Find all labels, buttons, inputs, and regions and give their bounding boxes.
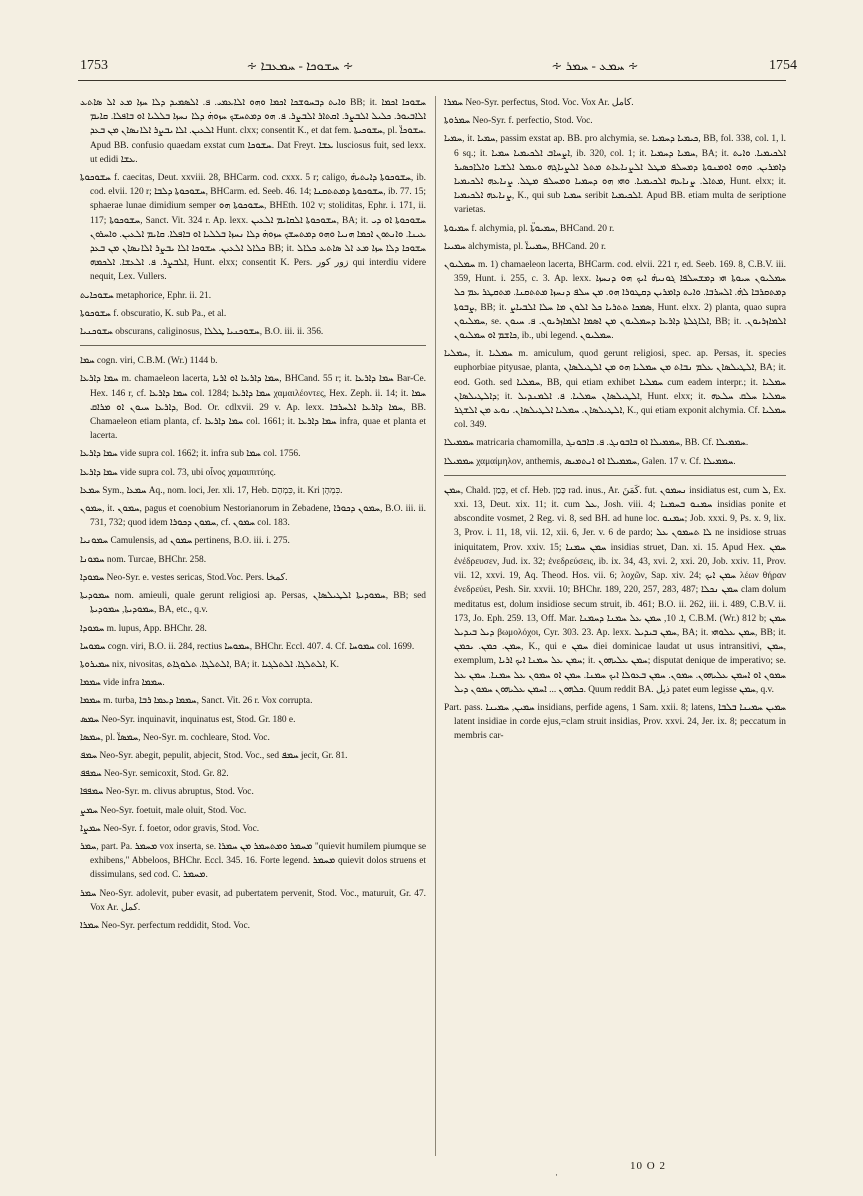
dictionary-entry: ܚܡܘܢ, it. ܚܡܘܢ, pagus et coenobium Nestorianorum in Zebadene, ܚܡܘܢ ܕܟܘܪܐ, B.O. iii. ii. 731, 732; quod idem ܚܡܘܢ ܕܟܘܪܐ, cf. ܚܡܘܢ col. 183. bbox=[80, 504, 426, 529]
dictionary-entry: ܚܡܨ Neo-Syr. foetuit, male oluit, Stod. Voc. bbox=[80, 805, 247, 816]
dictionary-entry: ܚܡܨܐ Neo-Syr. f. foetor, odor gravis, Stod. Voc. bbox=[80, 823, 260, 834]
dictionary-entry: ܚܡܘܢܝܐ Camulensis, ad ܚܡܘܢ pertinens, B.O. iii. i. 275. bbox=[80, 536, 290, 547]
dictionary-entry: ܚܡܪ, part. Pa. ܡܚܡܪ vox inserta, se. ܡܚܡܪ ܘܡܬܚܡܪ ܡܢ ܚܡܪܐ "quievit humilem piumque se exhibens," Abbeloos, BHChr. Eccl. 345. 16. Forte legend. ܡܚܡܪ quievit dolos struens et dissimulans, sed cod. C. ܡܚܡܪ. bbox=[80, 841, 426, 881]
running-head-left: ∻ ܚܫܘܟܐ - ܚܡܥܒܐ ∻ bbox=[246, 58, 354, 73]
dictionary-entry: ܚܡܪܐ Neo-Syr. perfectus, Stod. Voc. Vox Ar. كامل. bbox=[444, 98, 634, 108]
dictionary-entry: ܚܡܠܝܘܢ m. 1) chamaeleon lacerta, BHCarm. cod. elvii. 221 r, ed. Seeb. 169. 8, C.B.V. iii. 359, Hunt. i. 255, c. 3. Ap. lexx. ܚܡܠܝܘܢ ܚܝܘܬܐ ܗܝ ܕܡܫܚܠܦܐ ܓܘܢܝܗ̇ ܐܝܟ ܗܘ ܕܢܚܙܐ ܕܡܬܩܪܒܐ ܠܗ̇. ܐܠܚܪܒܐ. ܘܐܝܬ ܕܐܡܪܝܢ ܕܩܛܘܪܐ ܗܘ. ܡܢ ܚܠܦ ܕܢܚܙܐ ܡܬܬܩܢܐ. ܡܬܩܛܪ ܥܡ ܟܠ ܨܒܘܬܐ, BB; it. ܣܡܟܐ ܬܬܪܝܐ ܟܠ ܐܠܘܢ ܡܐ ܚܠܐ ܐܠܒܝܐܨ, Hunt. elxx. 2) planta, quao supra ܚܡܠܝܘܢ, se. ܐܠܐܓܠܬܐ ܕܐܪܥܐ ܕܚܡܠܝܘܢ ܡܢ ܐܣܡܐ ܐܠܡܐܙܪܝܘܢ. ܦ. ܚܝܘܢ, BB; it. ܐܠܡܐܙܪܝܘܢ. ܟܐܫܡ ܐܘ ܚܡܠܝܘܢ, ib., ubi legend. ܚܡܠܝܘܢ. bbox=[444, 260, 786, 342]
dictionary-entry: ܚܡܦܦܐ Neo-Syr. m. clivus abruptus, Stod. Voc. bbox=[80, 787, 254, 798]
dictionary-entry: ܚܡܐ ܕܐܪܥܐ vide supra col. 1662; it. infra sub ܚܡܐ col. 1756. bbox=[80, 449, 301, 460]
dictionary-entry: ܚܡܐ cogn. viri, C.B.M. (Wr.) 1144 b. bbox=[80, 356, 218, 367]
running-head-right: ∻ ܚܡܥ - ܚܡܪ ∻ bbox=[551, 58, 639, 73]
dictionary-entry: ܚܡܘܕܝܬܐ nom. amieuli, quale gerunt religiosi ap. Persas, ܚܡܘܕܝܬܐ ܐܠܛܝܠܣܐܢ, BB; sed ܚܡܘܕܝܬܐ, ܚܡܘܕܝܬܐ, BA, etc., q.v. bbox=[80, 591, 426, 616]
dictionary-entry: ܘܐܝܬ ܕܒܚܘܫܟܐ ܐܟܡܐ ܘܗܘ ܐܠܐܥܡܝ. ܦ. ܐܠܣܡܝܕ ܕܠܐ ܚܙܐ ܡܥ ܐܠ ܣܐܬܥ BB; it. ܚܫܘܟܐ ܐܟܡܐ ܐܠܐܒܝܘܪ. ܟܠܝܠ ܐܠܒܨܪ. ܐܩܬܐܪ ܐܠܒܨܪ. ܦ. ܗܘ ܕܡܬܚܫܟ ܚܙܘܗ̇ ܕܠܐ ܢܚܙܐ ܒܠܠܝܐ ܐܘ ܒܐܦܠܐ. ܩܐܝܡ ܐܠܥܝܢ. ܐܠܐ ܝܒܨܪ ܐܠܐܢܣܐܢ ܡܢ ܒܥܕ Hunt. clxx; consentit K., et dat fem. ܚܫܘܟܝܬܐ, pl. ܚܫܘܟܐ̈. Apud BB. confusio quaedam exstat cum ܚܫܘܟܐ. Dat Freyt. ܥܫܐ lusciosus fuit, sed lexx. ut edidi ܥܫܐ. bbox=[80, 98, 426, 165]
dictionary-entry: ܚܡܥܐ Sym., ܚܡܥܐ Aq., nom. loci, Jer. xli. 17, Heb. כִּמְהָם, it. Kri כִּמְהָן. bbox=[80, 485, 343, 496]
dictionary-entry: ܚܡܝܪܘܬܐ nix, nivositas, ܐܠܬܠܓܐ. ܬܠܘܓܐܬ, BA; it. ܐܠܬܠܓܐ. ܐܠܬܠܓܝܐ, K. bbox=[80, 659, 339, 670]
dictionary-entry: ܚܡܐ ܕܐܪܥܐ m. chamaeleon lacerta, ܚܡܐ ܕܐܪܥܐ ܐܘ ܐܪܝܐ, BHCand. 55 r; it. ܚܡܐ ܕܐܪܥܐ Bar-Ce. Hex. 146 r, cf. ܚܡܐ ܕܐܪܥܐ col. 1284; ܚܡܐ ܕܐܪܥܐ χαμαιλέοντες, Hex. Zeph. ii. 14; it. ܚܡܐ ܕܐܪܥܐ ܚܝܘܢ ܐܘ ܡܪܐܩ, Bod. Or. cdlxvii. 29 v. Ap. lexx. ܚܡܐ ܕܐܪܥܐ ܐܠܚܪܒܐ, BB. Chamaeleon etiam planta, cf. ܚܡܐ ܕܐܪܥܐ col. 1661; it. ܚܡܐ ܕܐܪܥܐ infra, quae et planta et lacerta. bbox=[80, 374, 426, 442]
dictionary-entry: ܚܡܪܐ Neo-Syr. perfectum reddidit, Stod. Voc. bbox=[80, 920, 250, 931]
page-number-right: 1754 bbox=[769, 58, 797, 73]
dictionary-entry: ܚܡܘܢܐ nom. Turcae, BHChr. 258. bbox=[80, 554, 207, 565]
dictionary-entry: ܚܫܘܟܘܬܐ f. obscuratio, K. sub Pa., et al. bbox=[80, 308, 227, 319]
dictionary-entry: ܚܡܡܐ vide infra ܚܡܡܐ. bbox=[80, 678, 165, 689]
dictionary-entry: ܚܡܝܝܐ alchymista, pl. ܚܡܝܝܐ̈, BHCand. 20 r. bbox=[444, 241, 607, 252]
dictionary-entry: ܚܫܘܟܢܝܐ obscurans, caliginosus, ܚܫܘܟܢܝܐ ܛܠܠܐ, B.O. iii. ii. 356. bbox=[80, 327, 324, 338]
dictionary-entry: ܚܡܝܘܬܐ f. alchymia, pl. ܚܡܝܘܬܐ̈, BHCand. 20 r. bbox=[444, 223, 615, 234]
dictionary-entry: ܚܡܘܚܐ cogn. viri, B.O. ii. 284, rectius ܚܡܘܚܐ, BHChr. Eccl. 407. 4. Cf. ܚܡܘܚܐ col. 1699. bbox=[80, 641, 415, 652]
column-divider bbox=[435, 96, 436, 1156]
dictionary-entry: ܚܡܐ ܕܐܪܥܐ vide supra col. 73, ubi οἶνος χαμαιπιτύης. bbox=[80, 467, 276, 478]
dictionary-entry: ܚܡܦܦ Neo-Syr. semicoxit, Stod. Gr. 82. bbox=[80, 769, 229, 780]
dictionary-entry: ܚܡܪ Neo-Syr. adolevit, puber evasit, ad pubertatem pervenit, Stod. Voc., maturuit, Gr. 47. Vox Ar. كمل. bbox=[80, 888, 426, 913]
right-column bbox=[444, 96, 786, 1156]
dictionary-entry: ܚܡܘܕܐ m. lupus, App. BHChr. 28. bbox=[80, 623, 207, 634]
dictionary-entry: ܚܫܘܟܘܬܐ f. caecitas, Deut. xxviii. 28, BHCarm. cod. cxxx. 5 r; caligo, ܚܫܘܟܘܬܐ ܕܐܝܬܝܗ̇, ib. cod. elvii. 120 r; ܚܫܘܟܘܬܐ ܕܠܒܐ, BHCarm. ed. Seeb. 46. 14; ܚܫܘܟܘܬܐ ܕܡܬܬܩܢܐ, ib. 77. 15; sphaerae lunae dimidium semper ܚܫܘܟܘܬܐ ܗܘ, BHEth. 102 v; stoliditas, Ephr. i. 171, ii. 117; ܚܫܘܟܘܬܐ, Sanct. Vit. 324 r. Ap. lexx. ܚܫܘܟܘܬܐ ܐܠܩܐܝܡ ܐܠܥܝܢ, BA; it. ܚܫܘܟܘܬܐ ܐܘ ܕܝ ܥܝܢܐ. ܘܐܢܬܘܢ ܐܟܡܐ ܗܢܝܐ ܘܗܘ ܕܡܬܚܫܟ ܚܙܘܗ̇ ܕܠܐ ܢܚܙܐ ܒܠܠܝܐ ܐܘ ܒܐܦܠܐ. ܩܐܝܡ ܐܠܥܝܢ. ܘܐܚܪܘܢ ܟܠܐܠ ܐܠܥܝܢ. ܚܫܘܟܐ ܐܠܐ ܝܒܨܪ ܐܠܐܢܣܐܢ ܡܢ ܒܥܕ BB; it. ܚܫܘܟܐ ܕܠܐ ܚܙܐ ܡܥ ܐܠ ܣܐܬܥ ܟܠܐܠ ܐܠܒܨܪ. ܦ. ܐܠܥܫܐ. ܐܠܟܡܗ, Hunt. elxx; consentit K. Pers. زور كور qui interdiu videre nequit, Lex. Vullers. bbox=[80, 173, 426, 283]
dictionary-entry: ܚܡܣ Neo-Syr. inquinavit, inquinatus est, Stod. Gr. 180 e. bbox=[80, 714, 296, 725]
header-rule bbox=[78, 80, 786, 81]
dictionary-entry: ܚܡܡܝܠܐ χαμαίμηλον, anthemis, ܚܡܡܝܠܐ ܐܘ ܐܢܬܡܝܣ, Galen. 17 v. Cf. ܚܡܡܝܠܐ. bbox=[444, 456, 736, 467]
dictionary-entry: ܚܡܝܐ, it. ܚܡܝܐ, passim exstat ap. BB. pro alchymia, se. ܟܝܡܝܐ ܕܚܡܝܐ, BB, fol. 338, col. 1, l. 6 sq.; it. ܐܨܚܐܒ ܐܠܟܝܡܝܐ ܚܡܝܐ, ib. 320, col. 1; it. ܚܡܝܐ ܕܚܡܝܐ, BA; it. ܐܠܟܝܡܝܐ. ܘܐܝܬ ܕܐܡܪܝܢ. ܘܗܘ ܐܘܡܢܘܬܐ ܕܡܚܠܦ ܡܛܠ ܐܠܨܢܐܥܐܬ ܡܬܠ ܐܠܨܝܐܓܗ ܘܥܡܠ ܐܠܫܝܐ ܘܐܠܐܟܣܝܪ ܡܬܐܠ. ܨܢܐܥܗ ܐܠܟܝܡܝܐ. ܘܗܝ ܗܘ ܕܚܡܝܐ ܘܡܚܠܦ ܡܛܠ. ܨܢܐܥܗ ܐܠܟܝܡܝܐ, Hunt. elxx; it. ܨܢܐܥܗ ܐܠܟܝܡܝܐ, K., qui sub ܚܡܝܐ seribit ܐܠܟܝܡܝܐ. Apud BB. etiam multa de seriptione varietas. bbox=[444, 134, 786, 216]
dictionary-entry: ܚܡܘܕܐ Neo-Syr. e. vestes sericas, Stod.Voc. Pers. كمخا. bbox=[80, 572, 288, 583]
dictionary-entry: ܚܡܠܝܐ, it. ܚܡܠܝܐ m. amiculum, quod gerunt religiosi, spec. ap. Persas, it. species euphorbiae pityusae, planta, ܐܠܛܝܠܣܐܢ ܥܠܡ ܢܒܐܬ ܡܢ ܚܡܠܝܐ ܗܘ ܡܢ ܐܠܛܝܠܣܐܢ, BA; it. eod. Goth. sed ܚܡܠܝܐ, BB, qui etiam exhibet ܚܡܠܝܐ cum eadem interpr.; it. ܚܡܠܝܐ ܕܐܠܛܝܠܣܐܢ; it. ܐܠܛܝܠܣܐܢ ܚܡܠܝܐ. ܦ. ܐܠܡܢܕܝܠ, Hunt. elxx; it. ܚܡܠܝܐ ܚܠܩ ܚܠܥܗ ܐܠܛܝܠܣܐܢ. ܚܡܠܝܐ ܐܠܛܝܠܣܐܢ. ܢܘܥ ܡܢ ܐܠܫܓܪ, K., qui etiam exponit alchymia. Cf. ܚܡܠܝܐ col. 349. bbox=[444, 349, 786, 431]
footer-dot: · bbox=[555, 1170, 558, 1180]
dictionary-entry: ܚܡܪܘܬܐ Neo-Syr. f. perfectio, Stod. Voc. bbox=[444, 116, 593, 127]
dictionary-entry: ܚܡܢ, Chald. כְּמַן, et cf. Heb. כָּמַן rad. inus., Ar. كَمَنَ. fut. ܢܚܡܘܢ insidiatus est, cum ܠ, Ex. xxi. 13, Deut. xix. 11; it. cum ܥܠ, Josh. viii. 4; ܚܡܢܘ ܒܚܡܢܐ insidias ponite et abscondite vosmet, 2 Reg. vi. 8, sed BH. ad hune loc. ܚܡܢܘ; Job. xxxi. 9, Ps. x. 9, lix. 3, Prov. i. 11, 18, vii. 12, xii. 6, Jer. v. 6 de pardo; ܠܐ ܬܚܡܘܢ ܥܠ ne insidiose struas iniquitatem, Prov. xxiv. 15; ܚܡܢ ܚܡܢܐ insidias struet, Dan. xi. 15. Apud Hex. ܚܡܢ ἐνέδρευσεν, Jud. ix. 32; ἐνεδρεύσεις, ib. ix. 34, 43, xvi. 2, xxi. 20, Job. xxiv. 11, Prov. vii. 12, xxvi. 19, Aq. Theod. Hos. vii. 6; λοχῶν, Sap. xiv. 24; ܚܡܢ ܐܝܟ λέων θήραν ἐνεδρεύει, Pesh. Sir. xxvii. 10; BHChr. 189, 220, 257, 283, 487; ܚܡܢ ܢܟܠܐ clam dolum meditatus est, dolum insidiose secum struit, ib. 461; B.O. ii. 262, iii. i. 489, C.B.V. ii. 173, Jo. Eph. 259. 13, Off. Mar. ܐ. 10, ܚܡܢ ܥܠ ܚܡܢܐ ܕܚܡܢܐ, C.B.M. (Wr.) 812 b; ܚܡܢ ܕܝܠ ܒܝܕܝܠ βωμολόχοι, Cyr. 303. 23. Ap. lexx. ܚܡܢ ܒܝܕܝܠ, BA; it. ܚܡܢ ܥܠܘܗܝ, BB; it. ܚܡܢ. ܟܡܢ. ܝܟܡܢ, K., qui e ܚܡܢ diei dominicae laudat ut usus intransitivi, ܚܡܢ, exemplum, ܚܡܢ ܥܠ ܚܡܢܐ ܐܝܟ ܐܪܝܐ; it. ܚܡܢ ܥܠܝܗܘܢ; disputat denique de imperativo; se. ܚܡܘܢ ܐܘ ܐܚܡܢ ܥܠܝܗܘܢ. ܚܡܘܢ. ܚܡܢ ܒܥܘܠܐ ܐܝܟ ܚܡܢܐ. ܚܡܢ ܐܘ ܚܡܘܢ ܥܠ ܚܡܢܐ. ܚܡܢ ܥܠ ܟܠܗܘܢ ... ܐܚܡܢ ܥܠܝܗܘܢ ܚܡܘܢ ܕܝܠ. Quum reddit BA. ذيل patet eum legisse ܚܡܢ, q.v. bbox=[444, 485, 786, 695]
page-number-left: 1753 bbox=[80, 58, 108, 73]
dictionary-entry: Part. pass. ܚܡܝܢ, ܚܡܝܢܐ insidians, perfide agens, 1 Sam. xxii. 8; latens, ܚܡܝܢ ܚܡܝܢܐ ܒܠܒܐ latent insidiae in corde ejus,=clam struit insidias, Prov. xxvi. 24, Jer. ix. 8; peccatum in membris car- bbox=[444, 702, 786, 742]
left-column bbox=[80, 96, 426, 1156]
section-separator bbox=[444, 475, 786, 476]
dictionary-entry: ܚܡܦ Neo-Syr. abegit, pepulit, abjecit, Stod. Voc., sed ܚܡܦ jecit, Gr. 81. bbox=[80, 750, 348, 761]
dictionary-entry: ܚܡܣܐ, pl. ܚܡܣܐ̈, Neo-Syr. m. cochleare, Stod. Voc. bbox=[80, 732, 270, 743]
section-separator bbox=[80, 345, 426, 346]
signature-mark: 10 O 2 bbox=[630, 1160, 666, 1172]
dictionary-entry: ܚܡܡܐ m. turba, ܚܡܡܐ ܕܥܡܐ ܪܒܐ, Sanct. Vit. 26 r. Vox corrupta. bbox=[80, 696, 313, 707]
dictionary-entry: ܚܫܘܟܐܝܬ metaphorice, Ephr. ii. 21. bbox=[80, 290, 212, 301]
dictionary-entry: ܚܡܡܝܠܐ matricaria chamomilla, ܚܡܡܝܠܐ ܐܘ ܒܐܒܘܢܓ. ܦ. ܒܐܒܘܢܓ, BB. Cf. ܚܡܡܝܠܐ. bbox=[444, 438, 749, 449]
